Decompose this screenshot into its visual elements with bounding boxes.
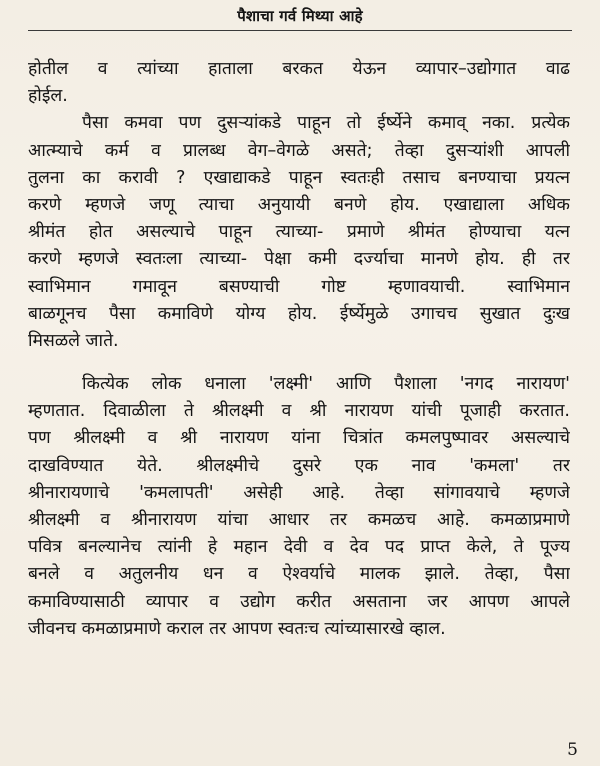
text-line: होईल. xyxy=(28,86,68,107)
text-line: आत्म्याचे कर्म व प्रालब्ध वेग–वेगळे असते; तेव्हा दुसऱ्यांशी आपली xyxy=(28,140,570,161)
text-line: करणे म्हणजे स्वतःला त्याच्या- पेक्षा कमी दर्ज्याचा मानणे होय. ही तर xyxy=(28,249,570,270)
paragraph xyxy=(28,371,570,643)
text-line: मिसळले जाते. xyxy=(28,330,119,351)
text-line: म्हणतात. दिवाळीला ते श्रीलक्ष्मी व श्री नारायण यांची पूजाही करतात. xyxy=(28,401,570,422)
text-line: स्वाभिमान गमावून बसण्याची गोष्ट म्हणावयाची. स्वाभिमान xyxy=(28,276,570,297)
text-line: श्रीमंत होत असल्याचे पाहून त्याच्या- प्रमाणे श्रीमंत होण्याचा यत्न xyxy=(28,222,570,243)
header-divider xyxy=(28,30,572,31)
text-line: दाखविण्यात येते. श्रीलक्ष्मीचे दुसरे एक नाव 'कमला' तर xyxy=(28,455,570,476)
text-line: कित्येक लोक धनाला 'लक्ष्मी' आणि पैशाला 'नगद नारायण' xyxy=(82,374,570,395)
body-text xyxy=(28,56,570,643)
text-line: होतील व त्यांच्या हाताला बरकत येऊन व्यापार–उद्योगात वाढ xyxy=(28,59,570,79)
text-line: बाळगूनच पैसा कमाविणे योग्य होय. ईर्ष्येमुळे उगाचच सुखात दुःख xyxy=(28,303,570,324)
paragraph xyxy=(28,110,570,355)
text-line: पवित्र बनल्यानेच त्यांनी हे महान देवी व देव पद प्राप्त केले, ते पूज्य xyxy=(28,537,570,558)
text-line: श्रीनारायणाचे 'कमलापती' असेही आहे. तेव्हा सांगावयाचे म्हणजे xyxy=(28,482,570,503)
text-line: पण श्रीलक्ष्मी व श्री नारायण यांना चित्रांत कमलपुष्पावर असल्याचे xyxy=(28,428,570,449)
paragraph xyxy=(28,56,570,110)
text-line: तुलना का करावी ? एखाद्याकडे पाहून स्वतःही तसाच बनण्याचा प्रयत्न xyxy=(28,167,570,188)
text-line: कमाविण्यासाठी व्यापार व उद्योग करीत असताना जर आपण आपले xyxy=(28,591,570,612)
page-number: 5 xyxy=(567,740,578,760)
text-line: श्रीलक्ष्मी व श्रीनारायण यांचा आधार तर कमळच आहे. कमळाप्रमाणे xyxy=(28,510,570,530)
running-header: पैशाचा गर्व मिथ्या आहे xyxy=(237,7,363,25)
paragraph-gap xyxy=(28,355,570,371)
text-line: जीवनच कमळाप्रमाणे कराल तर आपण स्वतःच त्यांच्यासारखे व्हाल. xyxy=(28,618,446,639)
text-line: पैसा कमवा पण दुसऱ्यांकडे पाहून तो ईर्ष्येने कमाव् नका. प्रत्येक xyxy=(82,113,570,134)
text-line: बनले व अतुलनीय धन व ऐश्वर्याचे मालक झाले. तेव्हा, पैसा xyxy=(28,564,570,585)
text-line: करणे म्हणजे जणू त्याचा अनुयायी बनणे होय. एखाद्याला अधिक xyxy=(28,194,570,215)
